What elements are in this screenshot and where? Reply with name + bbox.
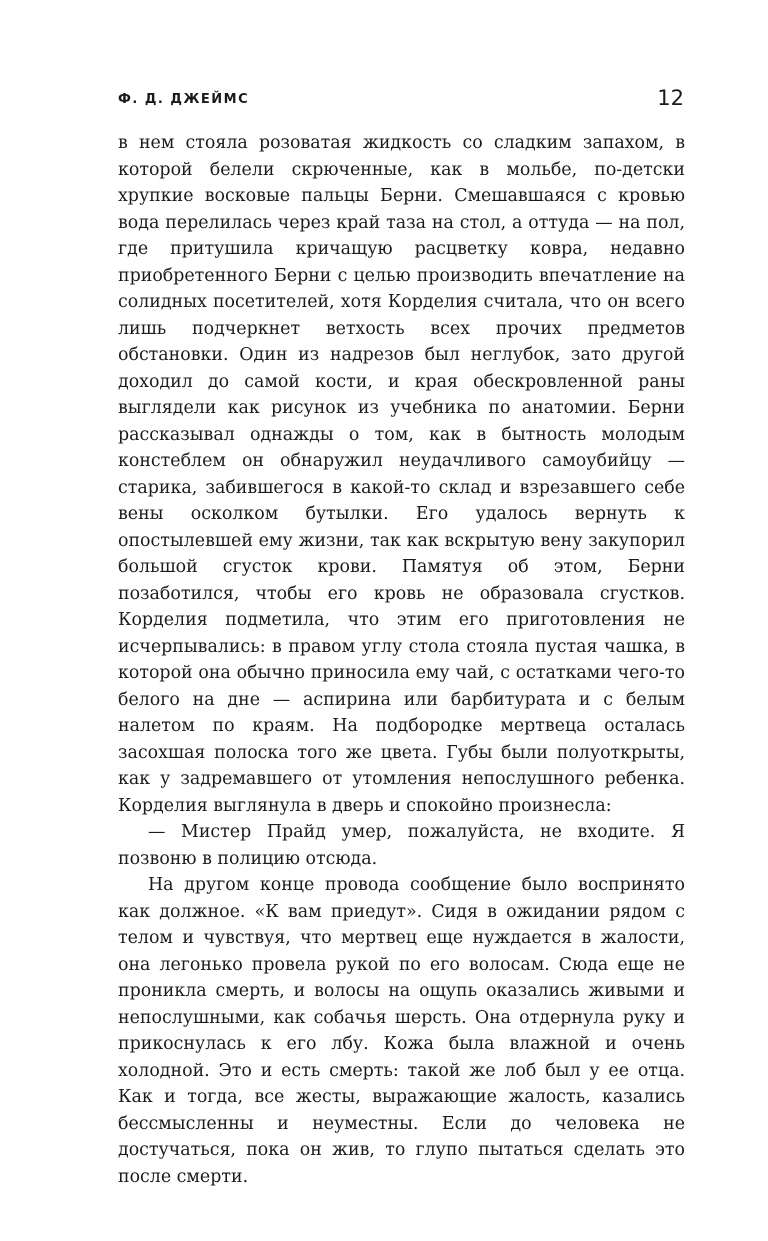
body-text xyxy=(118,130,685,1190)
page-number: 12 xyxy=(657,86,684,110)
running-head-author: Ф. Д. ДЖЕЙМС xyxy=(118,92,250,107)
paragraph-2: — Мистер Прайд умер, пожалуйста, не входите. Я позвоню в полицию отсюда. xyxy=(118,822,685,869)
paragraph-1: в нем стояла розоватая жидкость со сладким запахом, в которой белели скрюченные, как в мольбе, по-детски хрупкие восковые пальцы Берни. Смешавшаяся с кровью вода перелилась через край таза на стол, а оттуда — на пол, где притушила кричащую расцветку ковра, недавно приобретенного Берни с целью производить впечатление на солидных посетителей, хотя Корделия считала, что он всего лишь подчеркнет ветхость всех прочих предметов обстановки. Один из надрезов был неглубок, зато другой доходил до самой кости, и края обескровленной раны выглядели как рисунок из учебника по анатомии. Берни рассказывал однажды о том, как в бытность молодым констеблем он обнаружил неудачливого самоубийцу — старика, забившегося в какой-то склад и взрезавшего себе вены осколком бутылки. Его удалось вернуть к опостылевшей ему жизни, так как вскрытую вену закупорил большой сгусток крови. Памятуя об этом, Берни позаботился, чтобы его кровь не образовала сгустков. Корделия подметила, что этим его приготовления не исчерпывались: в правом углу стола стояла пустая чашка, в которой она обычно приносила ему чай, с остатками чего-то белого на дне — аспирина или барбитурата и с белым налетом по краям. На подбородке мертвеца осталась засохшая полоска того же цвета. Губы были полуоткрыты, как у задремавшего от утомления непослушного ребенка. Корделия выглянула в дверь и спокойно произнесла: xyxy=(118,133,685,816)
paragraph-3: На другом конце провода сообщение было воспринято как должное. «К вам приедут». Сидя в ожидании рядом с телом и чувствуя, что мертвец еще нуждается в жалости, она легонько провела рукой по его волосам. Сюда еще не проникла смерть, и волосы на ощупь оказались живыми и непослушными, как собачья шерсть. Она отдернула руку и прикоснулась к его лбу. Кожа была влажной и очень холодной. Это и есть смерть: такой же лоб был у ее отца. Как и тогда, все жесты, выражающие жалость, казались бессмысленны и неуместны. Если до человека не достучаться, пока он жив, то глупо пытаться сделать это после смерти. xyxy=(118,875,685,1187)
